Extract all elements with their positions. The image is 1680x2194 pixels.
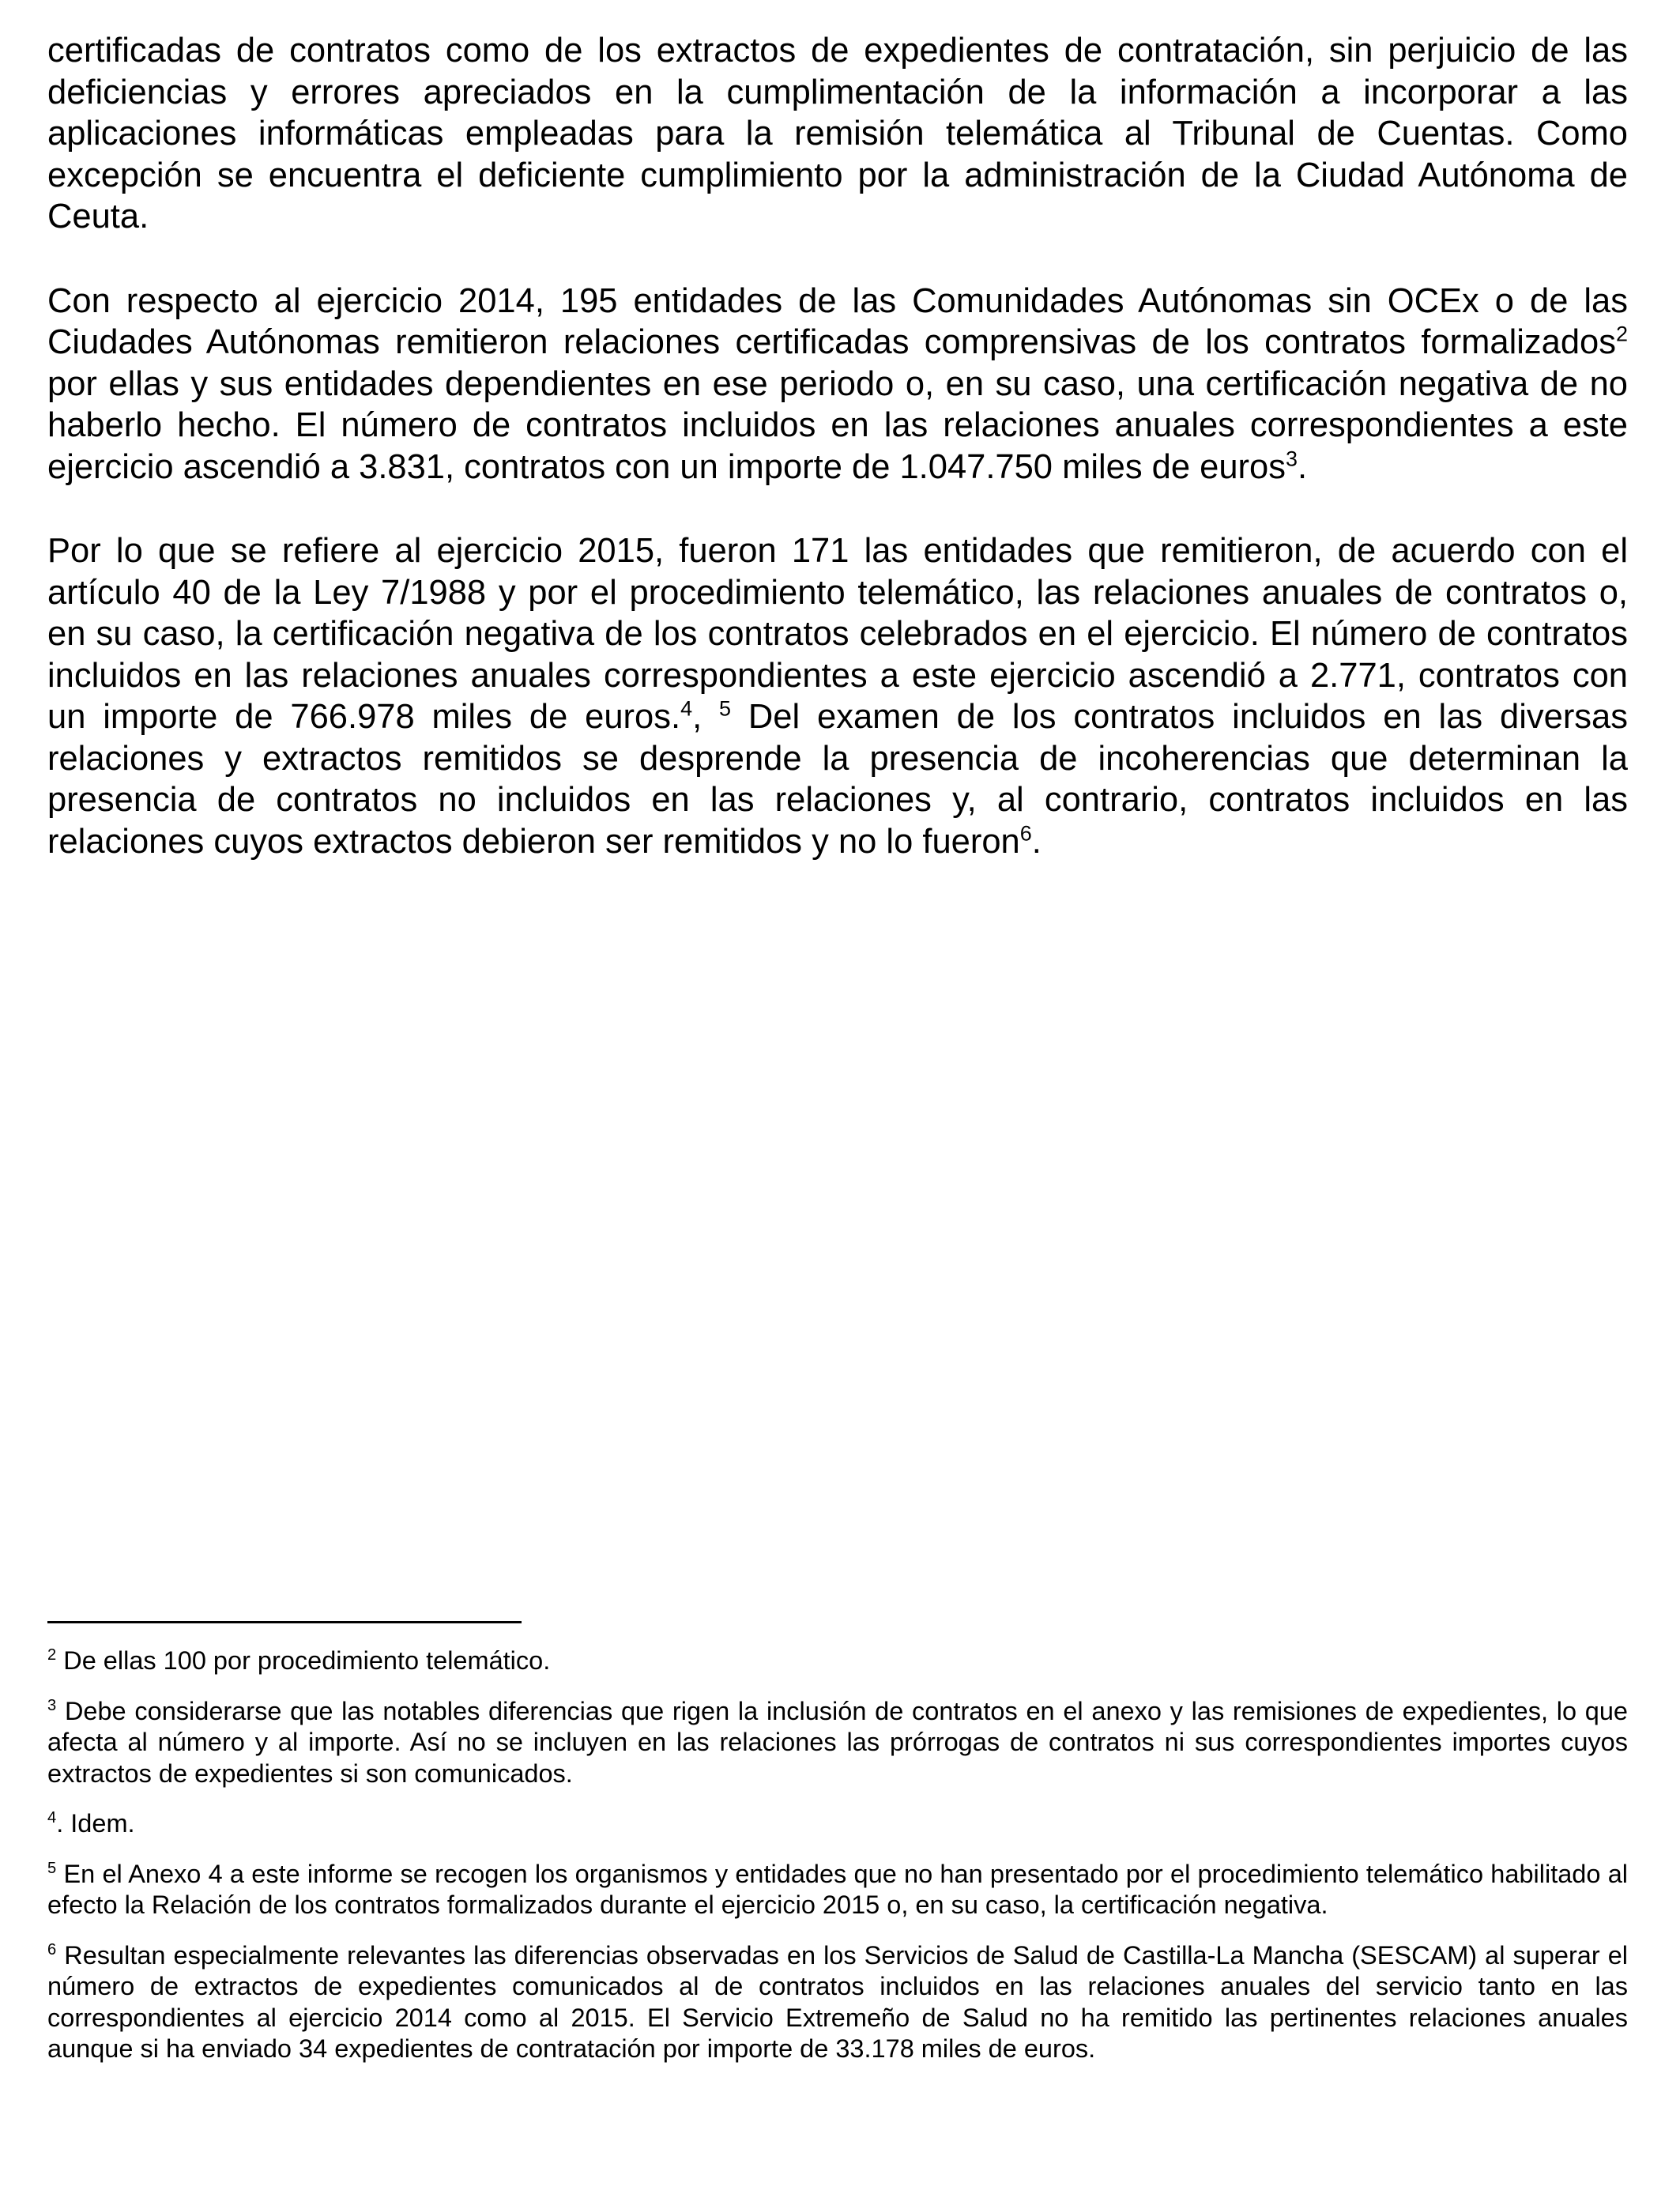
footnote-ref-5[interactable]: 5 [719,696,732,721]
footnote-ref-4[interactable]: 4 [680,696,693,721]
paragraph-2-text-a: Con respecto al ejercicio 2014, 195 entidades de las Comunidades Autónomas sin OCEx o de las Ciudades Autónomas remitieron relaciones certificadas comprensivas de los contratos formalizados [47,281,1628,361]
footnote-4 [47,1808,1628,1840]
paragraph-3-text-d: . [1031,822,1042,861]
footnote-number: 3 [47,1696,57,1714]
footnote-text: Resultan especialmente relevantes las diferencias observadas en los Servicios de Salud de Castilla-La Mancha (SESCAM) al superar el número de extractos de expedientes comunicados al de contratos incluidos en las relaciones anuales del servicio tanto en las correspondientes al ejercicio 2014 como al 2015. El Servicio Extremeño de Salud no ha remitido las pertinentes relaciones anuales aunque si ha enviado 34 expedientes de contratación por importe de 33.178 miles de euros. [47,1940,1628,2063]
paragraph-2-text-c: . [1297,447,1308,486]
paragraph-1 [47,30,1628,238]
paragraph-1-text: certificadas de contratos como de los extractos de expedientes de contratación, sin perjuicio de las deficiencias y errores apreciados en la cumplimentación de la información a incorporar a las aplicaciones informáticas empleadas para la remisión telemática al Tribunal de Cuentas. Como excepción se encuentra el deficiente cumplimiento por la administración de la Ciudad Autónoma de Ceuta. [47,32,1628,236]
footnote-3 [47,1696,1628,1790]
paragraph-3-text-c: Del examen de los contratos incluidos en las diversas relaciones y extractos remitidos se desprende la presencia de incoherencias que determinan la presencia de contratos no incluidos en las relaciones y, al contrario, contratos incluidos en las relaciones cuyos extractos debieron ser remitidos y no lo fueron [47,698,1628,861]
paragraph-2 [47,281,1628,488]
footnote-number: 2 [47,1646,57,1664]
footnote-separator [47,1621,522,1623]
document-body [47,30,1628,905]
footnote-number: 5 [47,1859,57,1877]
footnote-ref-3[interactable]: 3 [1285,447,1298,470]
paragraph-3-text-a: Por lo que se refiere al ejercicio 2015, fueron 171 las entidades que remitieron, de acuerdo con el artículo 40 de la Ley 7/1988 y por el procedimiento telemático, las relaciones anuales de contratos o, en su caso, la certificación negativa de los contratos celebrados en el ejercicio. El número de contratos incluidos en las relaciones anuales correspondientes a este ejercicio ascendió a 2.771, contratos con un importe de 766.978 miles de euros. [47,532,1628,736]
footnote-ref-2[interactable]: 2 [1616,322,1628,346]
footnote-number: 6 [47,1940,57,1958]
footnote-ref-6[interactable]: 6 [1019,821,1032,845]
paragraph-3-text-b: , [692,698,720,736]
footnote-text: . Idem. [56,1809,135,1838]
footnote-6 [47,1940,1628,2065]
paragraph-2-text-b: por ellas y sus entidades dependientes en ese periodo o, en su caso, una certificación negativa de no haberlo hecho. El número de contratos incluidos en las relaciones anuales correspondientes a este ejercicio ascendió a 3.831, contratos con un importe de 1.047.750 miles de euros [47,364,1628,486]
footnote-text: De ellas 100 por procedimiento telemático. [56,1646,551,1675]
paragraph-3 [47,530,1628,862]
footnote-number: 4 [47,1809,57,1827]
footnote-5 [47,1859,1628,1921]
footnote-2 [47,1646,1628,1677]
footnote-text: Debe considerarse que las notables diferencias que rigen la inclusión de contratos en el anexo y las remisiones de expedientes, lo que afecta al número y al importe. Así no se incluyen en las relaciones las prórrogas de contratos ni sus correspondientes importes cuyos extractos de expedientes si son comunicados. [47,1696,1628,1788]
footnote-text: En el Anexo 4 a este informe se recogen los organismos y entidades que no han presentado por el procedimiento telemático habilitado al efecto la Relación de los contratos formalizados durante el ejercicio 2015 o, en su caso, la certificación negativa. [47,1859,1628,1919]
footnotes-section [47,1621,1628,2084]
